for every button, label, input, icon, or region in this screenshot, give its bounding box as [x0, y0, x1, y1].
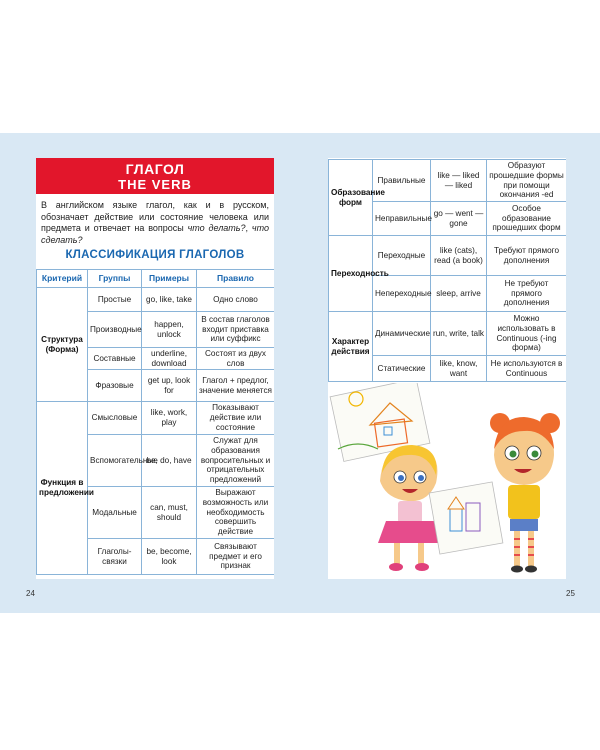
header-groups: Группы — [88, 270, 142, 288]
group-cell: Правильные — [373, 160, 431, 202]
rule-cell: Одно слово — [197, 288, 275, 312]
group-cell: Смысловые — [88, 402, 142, 435]
rule-cell: Образуют прошедшие формы при помощи окончания -ed — [487, 160, 567, 202]
title-english: THE VERB — [118, 177, 192, 192]
table-row — [329, 236, 567, 276]
rule-cell: Не используются в Continuous — [487, 356, 567, 382]
rule-cell: Служат для образования вопросительных и отрицательных предложений — [197, 435, 275, 487]
group-cell: Статические — [373, 356, 431, 382]
group-cell: Модальные — [88, 487, 142, 539]
group-cell: Непереходные — [373, 276, 431, 312]
group-cell: Производные — [88, 312, 142, 348]
criterion-cell: Образование форм — [329, 160, 373, 236]
intro-text-1: В английском языке глагол, как и в русском, обозначает действие или состояние человека или предмета и отвечает на вопросы — [41, 200, 269, 233]
group-cell: Составные — [88, 348, 142, 370]
group-cell: Фразовые — [88, 370, 142, 402]
example-cell: can, must, should — [142, 487, 197, 539]
rule-cell: Показывают действие или состояние — [197, 402, 275, 435]
example-cell: like (cats), read (a book) — [431, 236, 487, 276]
criterion-cell: Характер действия — [329, 312, 373, 382]
table-row — [37, 402, 275, 435]
rule-cell: Выражают возможность или необходимость совершить действие — [197, 487, 275, 539]
table-row — [37, 288, 275, 312]
example-cell: get up, look for — [142, 370, 197, 402]
second-girl-figure-icon — [490, 413, 560, 573]
example-cell: sleep, arrive — [431, 276, 487, 312]
page-number-left: 24 — [26, 589, 35, 598]
table-row — [329, 312, 567, 356]
group-cell: Переходные — [373, 236, 431, 276]
example-cell: like — liked — liked — [431, 160, 487, 202]
children-drawings-illustration — [328, 383, 566, 579]
left-page — [36, 158, 274, 579]
castle-drawing-icon — [429, 482, 503, 554]
table-row — [329, 160, 567, 202]
group-cell: Динамические — [373, 312, 431, 356]
example-cell: go — went — gone — [431, 202, 487, 236]
criterion-cell: Переходность — [329, 236, 373, 312]
example-cell: happen, unlock — [142, 312, 197, 348]
intro-question-1: что делать? — [187, 223, 246, 233]
example-cell: run, write, talk — [431, 312, 487, 356]
title-banner — [36, 158, 274, 194]
rule-cell: Связывают предмет и его признак — [197, 539, 275, 575]
title-russian: ГЛАГОЛ — [125, 161, 185, 177]
header-rule: Правило — [197, 270, 275, 288]
rule-cell: Требуют прямого дополнения — [487, 236, 567, 276]
rule-cell: Глагол + предлог, значение меняется — [197, 370, 275, 402]
criterion-cell: Структура (Форма) — [37, 288, 88, 402]
criterion-cell: Функция в предложении — [37, 402, 88, 575]
verb-classification-table-continued — [328, 159, 566, 382]
rule-cell: Особое образование прошедших форм — [487, 202, 567, 236]
rule-cell: В состав глаголов входит приставка или суффикс — [197, 312, 275, 348]
intro-paragraph — [41, 200, 269, 246]
intro-text-2: , — [245, 223, 252, 233]
classification-title: КЛАССИФИКАЦИЯ ГЛАГОЛОВ — [65, 249, 245, 261]
group-cell: Вспомогательные — [88, 435, 142, 487]
header-criterion: Критерий — [37, 270, 88, 288]
example-cell: underline, download — [142, 348, 197, 370]
verb-classification-table — [36, 269, 274, 575]
page-number-right: 25 — [566, 589, 575, 598]
rule-cell: Не требуют прямого дополнения — [487, 276, 567, 312]
header-examples: Примеры — [142, 270, 197, 288]
intro-question-2: что сделать? — [41, 223, 269, 245]
example-cell: be, do, have — [142, 435, 197, 487]
table-header-row — [37, 270, 275, 288]
rule-cell: Можно использовать в Continuous (-ing форма) — [487, 312, 567, 356]
rule-cell: Состоят из двух слов — [197, 348, 275, 370]
example-cell: like, work, play — [142, 402, 197, 435]
example-cell: go, like, take — [142, 288, 197, 312]
right-page — [328, 158, 566, 579]
example-cell: be, become, look — [142, 539, 197, 575]
group-cell: Неправильные — [373, 202, 431, 236]
group-cell: Глаголы-связки — [88, 539, 142, 575]
group-cell: Простые — [88, 288, 142, 312]
example-cell: like, know, want — [431, 356, 487, 382]
